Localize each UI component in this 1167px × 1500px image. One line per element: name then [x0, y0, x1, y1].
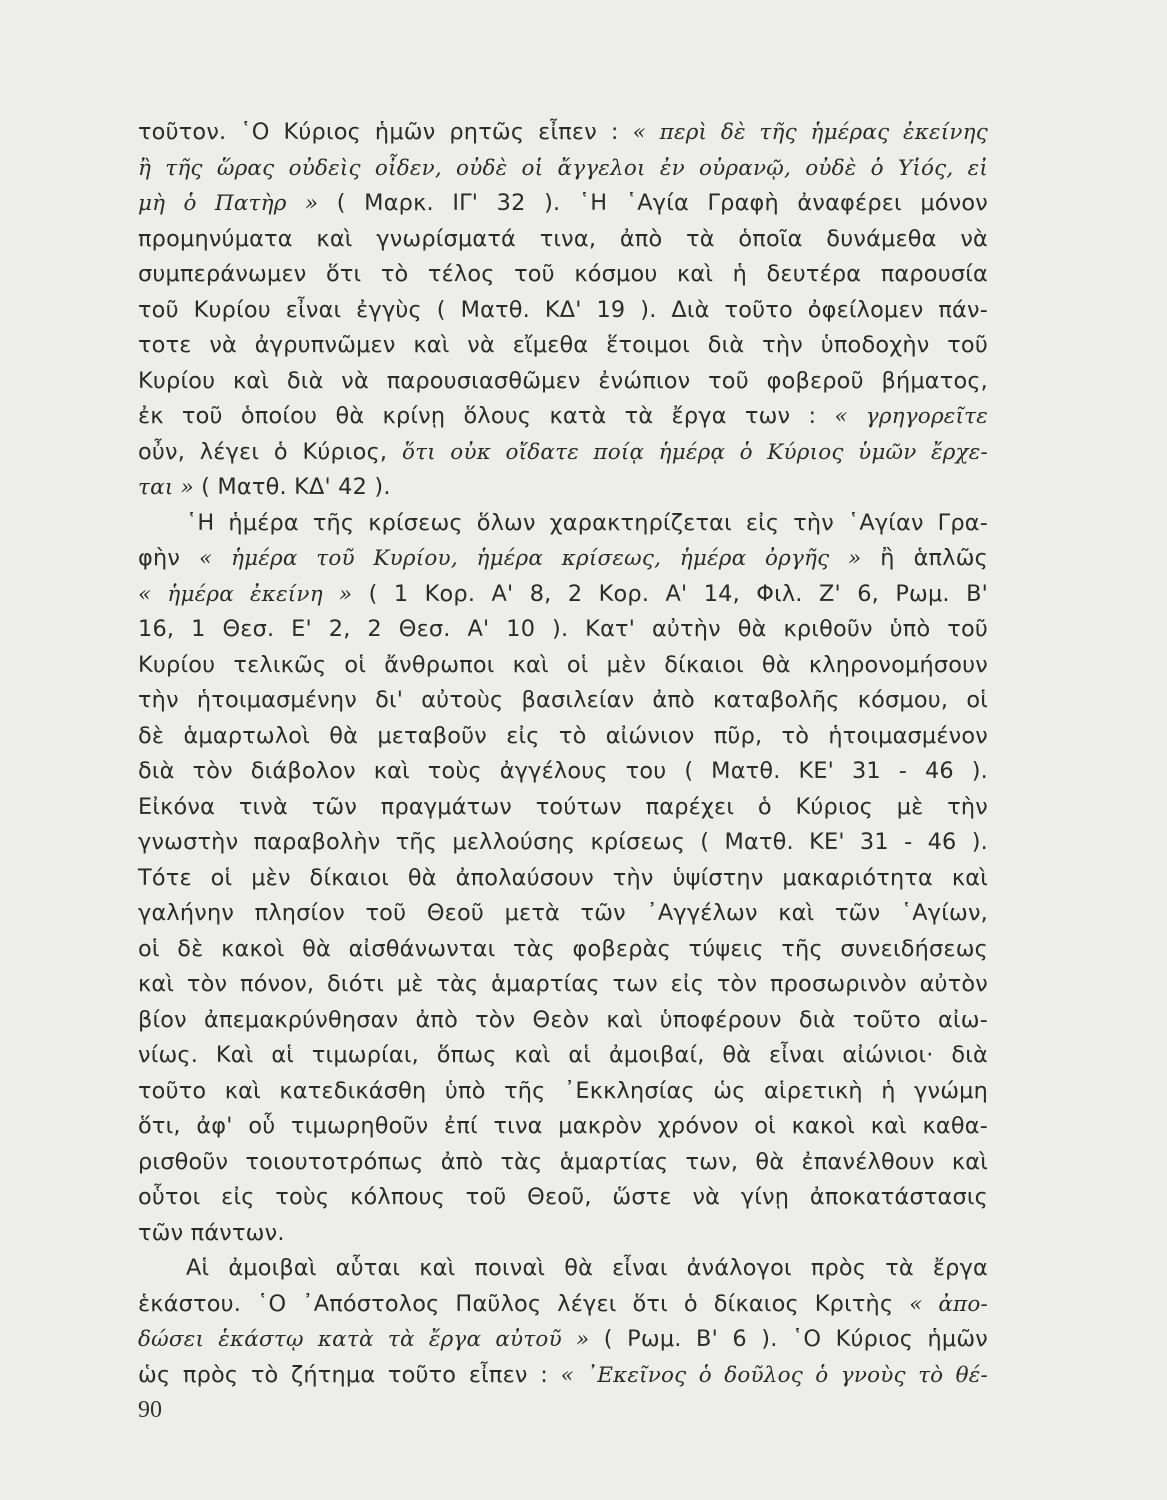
text-segment: τοῦ Κυρίου εἶναι ἐγγὺς ( Ματθ. ΚΔ' 19 ). Διὰ τοῦτο ὀφείλομεν πάν-: [138, 296, 988, 323]
text-segment: ( 1 Κορ. Α' 8, 2 Κορ. Α' 14, Φιλ. Ζ' 6, Ρωμ. Β': [352, 580, 988, 607]
text-line: [138, 648, 988, 684]
text-line: [138, 1109, 988, 1145]
text-line: [138, 683, 988, 719]
text-line: [138, 328, 988, 364]
text-segment: Κυρίου τελικῶς οἱ ἄνθρωποι καὶ οἱ μὲν δίκαιοι θὰ κληρονομήσουν: [138, 651, 988, 678]
text-segment: τῶν πάντων.: [138, 1219, 285, 1246]
text-segment: διὰ τὸν διάβολον καὶ τοὺς ἀγγέλους του ( Ματθ. ΚΕ' 31 - 46 ).: [138, 758, 988, 784]
quoted-text: « ἀπο-: [909, 1291, 988, 1317]
text-segment: βίον ἀπεμακρύνθησαν ἀπὸ τὸν Θεὸν καὶ ὑποφέρουν διὰ τοῦτο αἰω-: [138, 1006, 988, 1033]
text-segment: οὖν, λέγει ὁ Κύριος,: [138, 438, 402, 465]
text-segment: Τότε οἱ μὲν δίκαιοι θὰ ἀπολαύσουν τὴν ὑψίστην μακαριότητα καὶ: [138, 864, 988, 891]
text-segment: γνωστὴν παραβολὴν τῆς μελλούσης κρίσεως ( Ματθ. ΚΕ' 31 - 46 ).: [138, 829, 988, 855]
text-line: [138, 967, 988, 1003]
text-line: [138, 541, 988, 577]
text-line: [138, 1003, 988, 1039]
quoted-text: δώσει ἑκάστῳ κατὰ τὰ ἔργα αὐτοῦ »: [138, 1327, 590, 1352]
text-line: [138, 1074, 988, 1110]
text-line: [138, 932, 988, 968]
text-segment: νίως. Καὶ αἱ τιμωρίαι, ὅπως καὶ αἱ ἀμοιβαί, θὰ εἶναι αἰώνιοι· διὰ: [138, 1042, 988, 1068]
text-line: [138, 1038, 988, 1074]
text-segment: γαλήνην πλησίον τοῦ Θεοῦ μετὰ τῶν ᾿Αγγέλων καὶ τῶν ῾Αγίων,: [138, 900, 988, 926]
text-segment: προμηνύματα καὶ γνωρίσματά τινα, ἀπὸ τὰ ὁποῖα δυνάμεθα νὰ: [138, 225, 988, 252]
text-line: [138, 151, 988, 187]
text-segment: τὴν ἡτοιμασμένην δι' αὐτοὺς βασιλείαν ἀπὸ καταβολῆς κόσμου, οἱ: [138, 687, 988, 713]
quoted-text: « περὶ δὲ τῆς ἡμέρας ἐκείνης: [632, 120, 988, 145]
text-segment: τοῦτον. ῾Ο Κύριος ἡμῶν ρητῶς εἶπεν :: [138, 119, 633, 145]
text-segment: τοτε νὰ ἀγρυπνῶμεν καὶ νὰ εἴμεθα ἕτοιμοι διὰ τὴν ὑποδοχὴν τοῦ: [138, 332, 988, 358]
text-segment: Κυρίου καὶ διὰ νὰ παρουσιασθῶμεν ἐνώπιον τοῦ φοβεροῦ βήματος,: [138, 367, 988, 394]
text-line: [138, 790, 988, 826]
text-segment: 16, 1 Θεσ. Ε' 2, 2 Θεσ. Α' 10 ). Κατ' αὐτὴν θὰ κριθοῦν ὑπὸ τοῦ: [138, 616, 988, 642]
text-line: [138, 1287, 988, 1323]
text-line: [138, 257, 988, 293]
text-line: [138, 861, 988, 897]
text-line: [138, 1216, 988, 1252]
text-line: [138, 754, 988, 790]
text-line: [138, 186, 988, 222]
text-segment: φὴν: [138, 545, 200, 571]
text-segment: ( Ρωμ. Β' 6 ). ῾Ο Κύριος ἡμῶν: [589, 1326, 989, 1352]
page-number: 90: [138, 1397, 162, 1423]
text-line: [138, 1180, 988, 1216]
quoted-text: ται »: [138, 475, 194, 500]
text-line: [138, 1145, 988, 1181]
text-segment: ( Μαρκ. ΙΓ' 32 ). ῾Η ῾Αγία Γραφὴ ἀναφέρει μόνον: [318, 190, 988, 216]
text-line: [138, 1322, 988, 1358]
quoted-text: ἢ τῆς ὥρας οὐδεὶς οἶδεν, οὐδὲ οἱ ἄγγελοι ἐν οὐρανῷ, οὐδὲ ὁ Υἱός, εἰ: [138, 155, 988, 181]
text-segment: οἱ δὲ κακοὶ θὰ αἰσθάνωνται τὰς φοβερὰς τύψεις τῆς συνειδήσεως: [138, 935, 988, 962]
text-line: [138, 896, 988, 932]
text-segment: δὲ ἁμαρτωλοὶ θὰ μεταβοῦν εἰς τὸ αἰώνιον πῦρ, τὸ ἡτοιμασμένον: [138, 722, 988, 749]
quoted-text: « ἡμέρα τοῦ Κυρίου, ἡμέρα κρίσεως, ἡμέρα ὀργῆς »: [199, 546, 862, 571]
text-segment: καὶ τὸν πόνον, διότι μὲ τὰς ἁμαρτίας των εἰς τὸν προσωρινὸν αὐτὸν: [138, 971, 988, 997]
text-line: [138, 577, 988, 613]
text-line: [138, 719, 988, 755]
quoted-text: ὅτι οὐκ οἴδατε ποίᾳ ἡμέρᾳ ὁ Κύριος ὑμῶν ἔρχε-: [401, 439, 988, 465]
text-segment: ῾Η ἡμέρα τῆς κρίσεως ὅλων χαρακτηρίζεται εἰς τὴν ῾Αγίαν Γρα-: [186, 509, 988, 536]
text-segment: Αἱ ἀμοιβαὶ αὗται καὶ ποιναὶ θὰ εἶναι ἀνάλογοι πρὸς τὰ ἔργα: [186, 1255, 988, 1281]
quoted-text: « γρηγορεῖτε: [834, 404, 988, 429]
text-line: [138, 115, 988, 151]
text-line: [138, 1251, 988, 1287]
text-segment: ὅτι, ἀφ' οὗ τιμωρηθοῦν ἐπί τινα μακρὸν χρόνον οἱ κακοὶ καὶ καθα-: [138, 1113, 988, 1139]
text-line: [138, 293, 988, 329]
text-segment: ρισθοῦν τοιουτοτρόπως ἀπὸ τὰς ἁμαρτίας των, θὰ ἐπανέλθουν καὶ: [138, 1148, 988, 1175]
text-segment: Εἰκόνα τινὰ τῶν πραγμάτων τούτων παρέχει ὁ Κύριος μὲ τὴν: [138, 793, 988, 820]
text-line: [138, 1358, 988, 1394]
body-text: [138, 115, 988, 1393]
text-segment: συμπεράνωμεν ὅτι τὸ τέλος τοῦ κόσμου καὶ ἡ δευτέρα παρουσία: [138, 261, 988, 287]
text-segment: ἐκ τοῦ ὁποίου θὰ κρίνῃ ὅλους κατὰ τὰ ἔργα των :: [138, 403, 835, 429]
text-segment: τοῦτο καὶ κατεδικάσθη ὑπὸ τῆς ᾿Εκκλησίας ὡς αἱρετικὴ ἡ γνώμη: [138, 1077, 988, 1104]
text-segment: ἑκάστου. ῾Ο ᾿Απόστολος Παῦλος λέγει ὅτι ὁ δίκαιος Κριτὴς: [138, 1290, 910, 1317]
text-segment: ( Ματθ. ΚΔ' 42 ).: [193, 474, 391, 500]
text-segment: ἢ ἁπλῶς: [861, 545, 988, 571]
text-line: [138, 222, 988, 258]
text-line: [138, 470, 988, 506]
text-line: [138, 825, 988, 861]
text-line: [138, 612, 988, 648]
text-line: [138, 506, 988, 542]
quoted-text: μὴ ὁ Πατὴρ »: [138, 191, 319, 216]
quoted-text: « ἡμέρα ἐκείνη »: [138, 581, 353, 607]
text-line: [138, 364, 988, 400]
text-segment: ὡς πρὸς τὸ ζήτημα τοῦτο εἶπεν :: [138, 1361, 561, 1388]
text-line: [138, 399, 988, 435]
quoted-text: « ᾿Εκεῖνος ὁ δοῦλος ὁ γνοὺς τὸ θέ-: [560, 1362, 988, 1388]
text-segment: οὗτοι εἰς τοὺς κόλπους τοῦ Θεοῦ, ὥστε νὰ γίνῃ ἀποκατάστασις: [138, 1184, 988, 1210]
text-line: [138, 435, 988, 471]
